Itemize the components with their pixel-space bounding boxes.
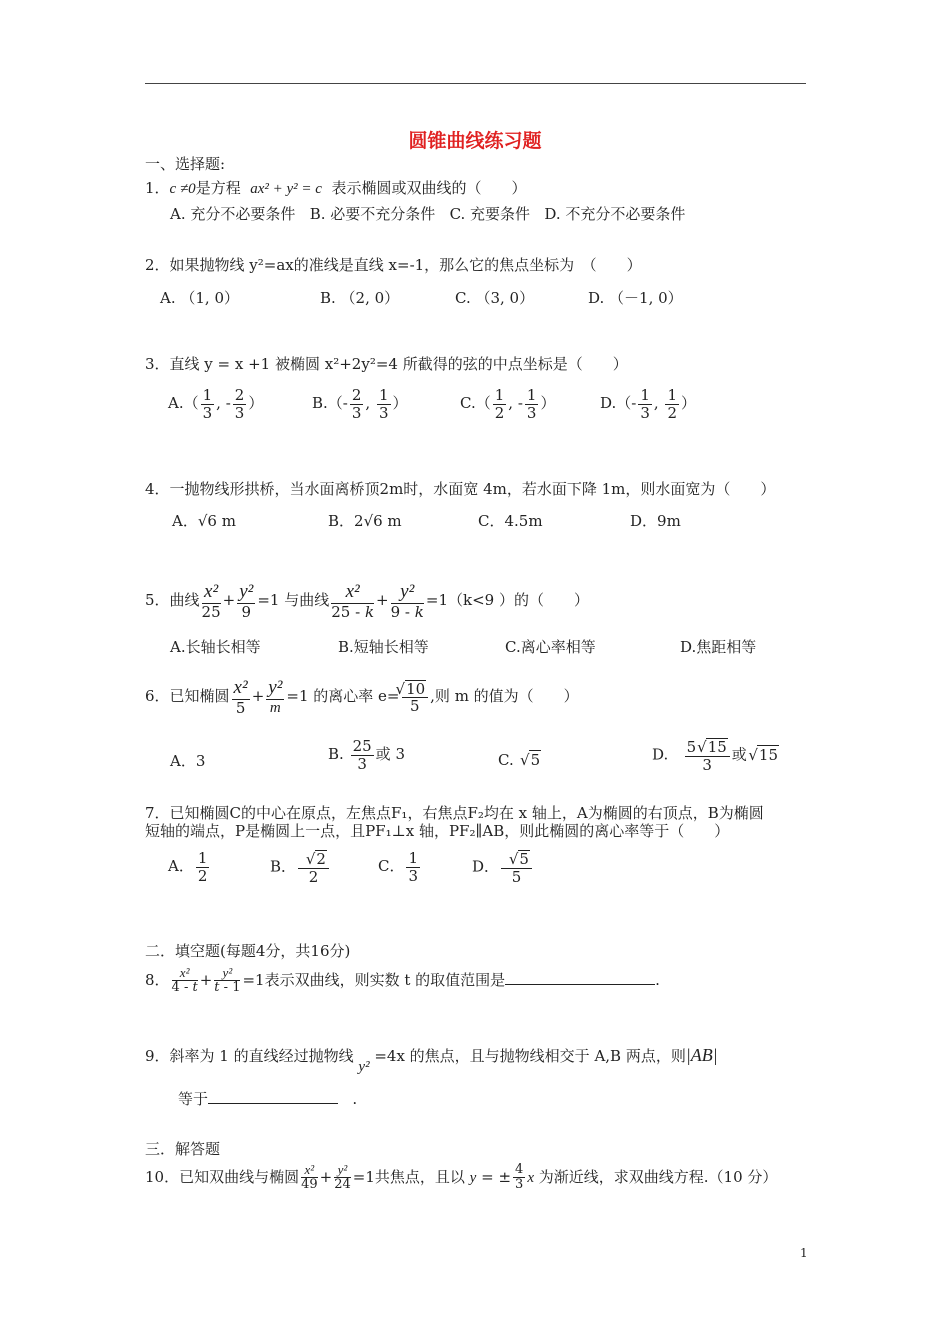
section-2-heading: 二．填空题(每题4分，共16分)	[145, 942, 351, 960]
q2-option-a: A. （1, 0）	[160, 289, 239, 307]
q3-option-c: C.（ $\frac{1}{2}$ , - $\frac{1}{3}$ ）	[460, 386, 556, 422]
question-1: 1．c ≠0是方程 ax² + y² = c 表示椭圆或双曲线的（ ）	[145, 179, 527, 197]
q7-option-d: D． √ $\frac{5}{5}$	[472, 850, 534, 885]
q6-option-a: A．3	[170, 752, 206, 770]
q3-option-a: A.（ $\frac{1}{3}$ , - $\frac{2}{3}$ ）	[168, 386, 264, 422]
q5-option-d: D.焦距相等	[680, 638, 757, 656]
q5-option-b: B.短轴长相等	[338, 638, 429, 656]
question-7-line-1: 7．已知椭圆C的中心在原点，左焦点F₁，右焦点F₂均在 x 轴上，A为椭圆的右顶点，B为椭圆	[145, 804, 764, 822]
q2-option-b: B. （2, 0）	[320, 289, 400, 307]
q5-option-c: C.离心率相等	[505, 638, 596, 656]
q4-option-b: B．2√6 m	[328, 512, 402, 530]
section-3-heading: 三．解答题	[145, 1140, 221, 1158]
q7-option-c: C． $\frac{1}{3}$	[378, 849, 419, 885]
q6-option-c: C. √ 5	[498, 750, 541, 769]
q2-option-d: D. （－1, 0）	[588, 289, 683, 307]
page-title: 圆锥曲线练习题	[408, 130, 542, 152]
q2-option-c: C. （3, 0）	[455, 289, 535, 307]
q4-option-c: C．4.5m	[478, 512, 543, 530]
question-8: 8． $\frac{\text{x²}}{4 - t}$ + $\frac{\text{y²}}{t - 1}$ =1表示双曲线，则实数 t 的取值范围是 .	[145, 965, 660, 996]
question-2: 2．如果抛物线 y²=ax的准线是直线 x=-1，那么它的焦点坐标为 （ ）	[145, 256, 642, 274]
q6-option-d: D. $\frac{5√ 15}{3}$ 或 √ 15	[652, 738, 779, 773]
question-6: 6．已知椭圆 $\frac{\text{x²}}{5}$ + $\frac{\text{y²}}{m}$ =1 的离心率 e= √ $\frac{10}{5}$ ,则 m 的值为（ ）	[145, 678, 579, 716]
q7-option-a: A． $\frac{1}{2}$	[168, 849, 208, 885]
question-5: 5．曲线 $\frac{\text{x²}}{25}$ + $\frac{\text{y²}}{9}$ =1 与曲线 $\frac{\text{x²}}{25 - k}$ + $\frac{\text{y²}}{9 - k}$ =1（k<9 ）的（ ）	[145, 581, 589, 621]
q5-option-a: A.长轴长相等	[170, 638, 261, 656]
q6-option-b: B. $\frac{25}{3}$ 或 3	[328, 737, 405, 773]
question-4: 4．一抛物线形拱桥，当水面离桥顶2m时，水面宽 4m，若水面下降 1m，则水面宽为（ ）	[145, 480, 776, 498]
q7-option-b: B． √ $\frac{2}{2}$	[270, 850, 331, 885]
page-number: 1	[800, 1246, 808, 1260]
q4-option-a: A．√6 m	[172, 512, 236, 530]
q3-option-b: B.（- $\frac{2}{3}$ , $\frac{1}{3}$ ）	[312, 386, 408, 422]
section-1-heading: 一、选择题:	[145, 155, 226, 173]
header-rule	[145, 83, 806, 84]
question-3: 3．直线 y = x +1 被椭圆 x²+2y²=4 所截得的弦的中点坐标是（ ）	[145, 355, 628, 373]
question-9: 9．斜率为 1 的直线经过抛物线 y² =4x 的焦点，且与抛物线相交于 A,B 两点，则|AB|	[145, 1045, 718, 1075]
q4-option-d: D．9m	[630, 512, 681, 530]
question-7-line-2: 短轴的端点，P是椭圆上一点，且PF₁⊥x 轴，PF₂∥AB，则此椭圆的离心率等于（ ）	[145, 822, 730, 840]
question-10: 10．已知双曲线与椭圆 $\frac{\text{x²}}{49}$ + $\frac{\text{y²}}{24}$ =1共焦点，且以 y = ± $\frac{4}{3}$ x 为渐近线，求双曲线方程.（10 分）	[145, 1162, 778, 1193]
q3-option-d: D.（- $\frac{1}{3}$ , $\frac{1}{2}$ ）	[600, 386, 696, 422]
question-9-line-2: 等于 .	[178, 1090, 358, 1108]
q1-options: A. 充分不必要条件 B. 必要不充分条件 C. 充要条件 D. 不充分不必要条件	[170, 205, 686, 223]
